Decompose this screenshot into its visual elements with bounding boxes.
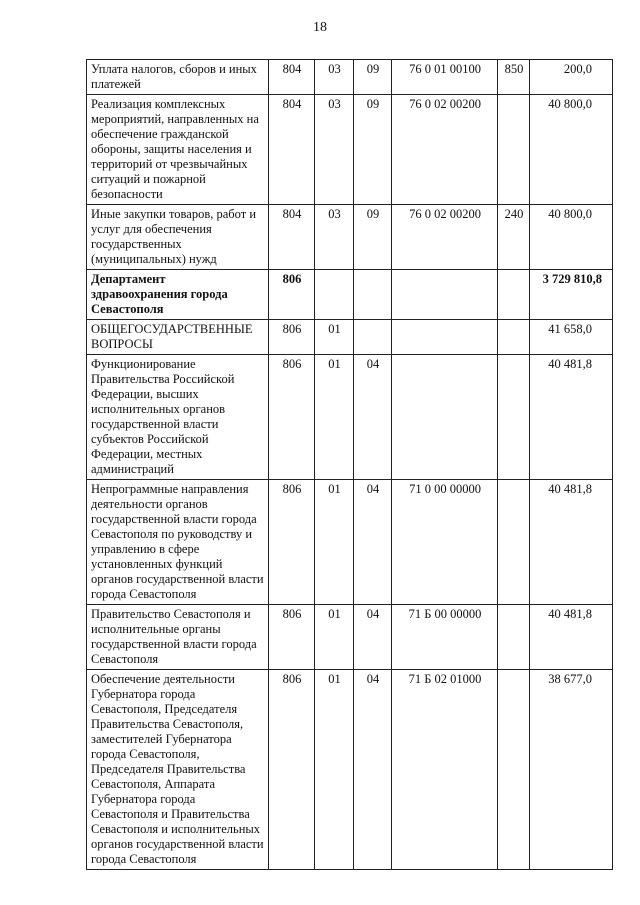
table-row <box>87 95 613 205</box>
row-amount: 40 481,8 <box>530 605 613 670</box>
row-section-code: 03 <box>315 60 354 95</box>
row-section-code <box>315 270 354 320</box>
row-subsection-code: 04 <box>354 605 392 670</box>
row-ved-code: 806 <box>269 270 315 320</box>
row-expense-type-code <box>498 270 530 320</box>
table-row <box>87 270 613 320</box>
row-section-code: 01 <box>315 670 354 870</box>
row-expense-type-code: 240 <box>498 205 530 270</box>
row-section-code: 01 <box>315 605 354 670</box>
row-amount: 40 800,0 <box>530 205 613 270</box>
row-subsection-code: 09 <box>354 205 392 270</box>
row-target-article-code <box>392 320 498 355</box>
row-expense-type-code <box>498 605 530 670</box>
row-name: Правительство Севастополя и исполнительные органы государственной власти города Севастополя <box>87 605 269 670</box>
row-target-article-code <box>392 355 498 480</box>
row-ved-code: 804 <box>269 205 315 270</box>
row-amount: 40 481,8 <box>530 355 613 480</box>
row-expense-type-code <box>498 95 530 205</box>
row-name: Непрограммные направления деятельности органов государственной власти города Севастополя по руководству и управлению в сфере установленных функций органов государственной власти города Севастополя <box>87 480 269 605</box>
row-name: ОБЩЕГОСУДАРСТВЕННЫЕ ВОПРОСЫ <box>87 320 269 355</box>
row-name: Функционирование Правительства Российской Федерации, высших исполнительных органов государственной власти субъектов Российской Федерации, местных администраций <box>87 355 269 480</box>
row-expense-type-code: 850 <box>498 60 530 95</box>
row-target-article-code: 71 Б 00 00000 <box>392 605 498 670</box>
row-ved-code: 806 <box>269 320 315 355</box>
row-section-code: 01 <box>315 320 354 355</box>
row-target-article-code: 76 0 02 00200 <box>392 205 498 270</box>
row-target-article-code: 76 0 02 00200 <box>392 95 498 205</box>
row-name: Реализация комплексных мероприятий, направленных на обеспечение гражданской обороны, защиты населения и территорий от чрезвычайных ситуаций и пожарной безопасности <box>87 95 269 205</box>
row-subsection-code: 09 <box>354 60 392 95</box>
row-expense-type-code <box>498 480 530 605</box>
row-expense-type-code <box>498 320 530 355</box>
row-amount: 40 481,8 <box>530 480 613 605</box>
row-amount: 40 800,0 <box>530 95 613 205</box>
row-expense-type-code <box>498 670 530 870</box>
row-expense-type-code <box>498 355 530 480</box>
row-ved-code: 804 <box>269 60 315 95</box>
row-section-code: 03 <box>315 95 354 205</box>
row-name: Обеспечение деятельности Губернатора города Севастополя, Председателя Правительства Севастополя, заместителей Губернатора города Севастополя, Председателя Правительства Севастополя, Аппарата Губернатора города Севастополя и Правительства Севастополя и исполнительных органов государственной власти города Севастополя <box>87 670 269 870</box>
row-name: Департамент здравоохранения города Севастополя <box>87 270 269 320</box>
row-name: Иные закупки товаров, работ и услуг для обеспечения государственных (муниципальных) нужд <box>87 205 269 270</box>
row-target-article-code <box>392 270 498 320</box>
row-ved-code: 804 <box>269 95 315 205</box>
row-ved-code: 806 <box>269 480 315 605</box>
row-name: Уплата налогов, сборов и иных платежей <box>87 60 269 95</box>
table-body <box>87 60 613 870</box>
row-amount: 3 729 810,8 <box>530 270 613 320</box>
row-subsection-code <box>354 320 392 355</box>
table-row <box>87 670 613 870</box>
table-row <box>87 480 613 605</box>
table-row <box>87 605 613 670</box>
table-row <box>87 205 613 270</box>
budget-table <box>86 59 613 870</box>
row-subsection-code: 04 <box>354 480 392 605</box>
table-row <box>87 320 613 355</box>
row-section-code: 03 <box>315 205 354 270</box>
row-subsection-code: 04 <box>354 355 392 480</box>
row-amount: 38 677,0 <box>530 670 613 870</box>
row-subsection-code: 04 <box>354 670 392 870</box>
row-target-article-code: 71 Б 02 01000 <box>392 670 498 870</box>
table-row <box>87 355 613 480</box>
page-number: 18 <box>313 20 327 35</box>
row-target-article-code: 76 0 01 00100 <box>392 60 498 95</box>
row-section-code: 01 <box>315 480 354 605</box>
row-amount: 200,0 <box>530 60 613 95</box>
row-section-code: 01 <box>315 355 354 480</box>
row-ved-code: 806 <box>269 670 315 870</box>
table-row <box>87 60 613 95</box>
row-subsection-code <box>354 270 392 320</box>
row-ved-code: 806 <box>269 605 315 670</box>
row-target-article-code: 71 0 00 00000 <box>392 480 498 605</box>
row-subsection-code: 09 <box>354 95 392 205</box>
row-amount: 41 658,0 <box>530 320 613 355</box>
row-ved-code: 806 <box>269 355 315 480</box>
